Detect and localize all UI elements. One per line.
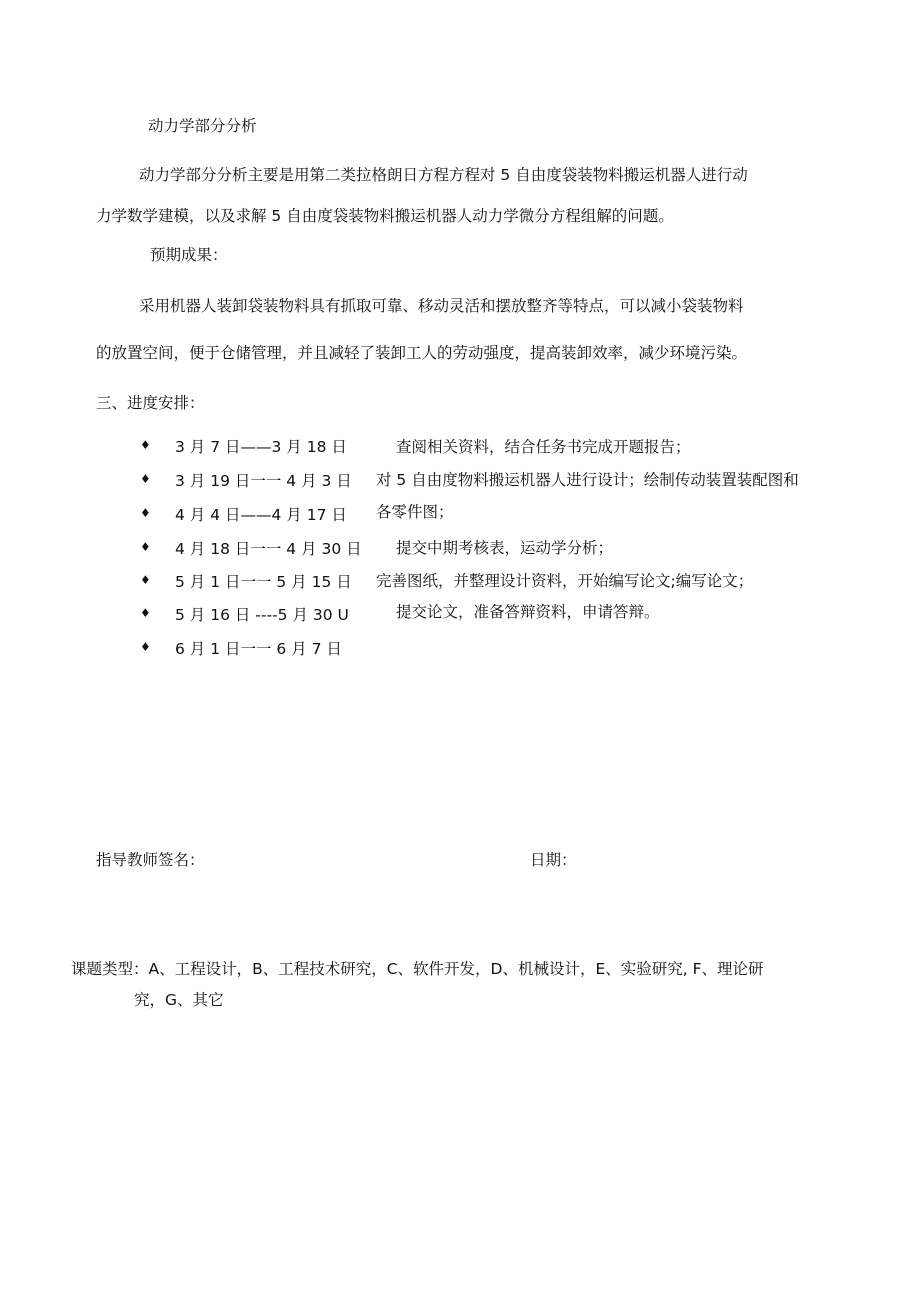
schedule-item — [0, 469, 920, 493]
schedule-item — [0, 537, 920, 561]
schedule-item — [0, 435, 920, 459]
dynamics-paragraph-line-2: 力学数学建模，以及求解 5 自由度袋装物料搬运机器人动力学微分方程组解的问题。 — [96, 207, 674, 225]
schedule-task: 各零件图； — [376, 503, 454, 521]
results-paragraph-line-2: 的放置空间，便于仓储管理，并且减轻了装卸工人的劳动强度，提高装卸效率，减少环境污染。 — [96, 344, 748, 362]
schedule-item — [0, 503, 920, 527]
schedule-task: 查阅相关资料，结合任务书完成开题报告； — [396, 438, 691, 456]
schedule-date: 6 月 1 日一一 6 月 7 日 — [175, 640, 342, 658]
dynamics-paragraph-line-1: 动力学部分分析主要是用第二类拉格朗日方程方程对 5 自由度袋装物料搬运机器人进行动 — [139, 166, 748, 184]
schedule-date: 5 月 1 日一一 5 月 15 日 — [175, 573, 352, 591]
diamond-bullet-icon: ♦ — [140, 573, 151, 587]
schedule-date: 5 月 16 日 ----5 月 30 U — [175, 606, 349, 624]
diamond-bullet-icon: ♦ — [140, 640, 151, 654]
teacher-signature-label: 指导教师签名： — [96, 851, 205, 869]
schedule-item — [0, 570, 920, 594]
schedule-item — [0, 637, 920, 661]
signature-date-label: 日期： — [530, 851, 577, 869]
schedule-task: 对 5 自由度物料搬运机器人进行设计；绘制传动装置装配图和 — [376, 471, 799, 489]
diamond-bullet-icon: ♦ — [140, 438, 151, 452]
diamond-bullet-icon: ♦ — [140, 540, 151, 554]
diamond-bullet-icon: ♦ — [140, 506, 151, 520]
diamond-bullet-icon: ♦ — [140, 472, 151, 486]
schedule-item — [0, 603, 920, 627]
topic-type-line-1: 课题类型：A、工程设计，B、工程技术研究，C、软件开发，D、机械设计，E、实验研究, F、理论研 — [71, 960, 764, 978]
dynamics-heading: 动力学部分分析 — [148, 117, 257, 135]
schedule-date: 4 月 18 日一一 4 月 30 日 — [175, 540, 362, 558]
schedule-task: 提交中期考核表，运动学分析； — [396, 539, 614, 557]
diamond-bullet-icon: ♦ — [140, 606, 151, 620]
topic-type-line-2: 究，G、其它 — [134, 991, 224, 1009]
schedule-date: 4 月 4 日——4 月 17 日 — [175, 506, 347, 524]
results-paragraph-line-1: 采用机器人装卸袋装物料具有抓取可靠、移动灵活和摆放整齐等特点，可以减小袋装物料 — [139, 297, 744, 315]
schedule-task: 提交论文，准备答辩资料，申请答辩。 — [396, 603, 660, 621]
schedule-heading: 三、进度安排： — [96, 394, 205, 412]
schedule-task: 完善图纸，并整理设计资料，开始编写论文;编写论文； — [376, 572, 754, 590]
schedule-date: 3 月 19 日一一 4 月 3 日 — [175, 472, 352, 490]
schedule-date: 3 月 7 日——3 月 18 日 — [175, 438, 347, 456]
results-heading: 预期成果： — [150, 246, 228, 264]
